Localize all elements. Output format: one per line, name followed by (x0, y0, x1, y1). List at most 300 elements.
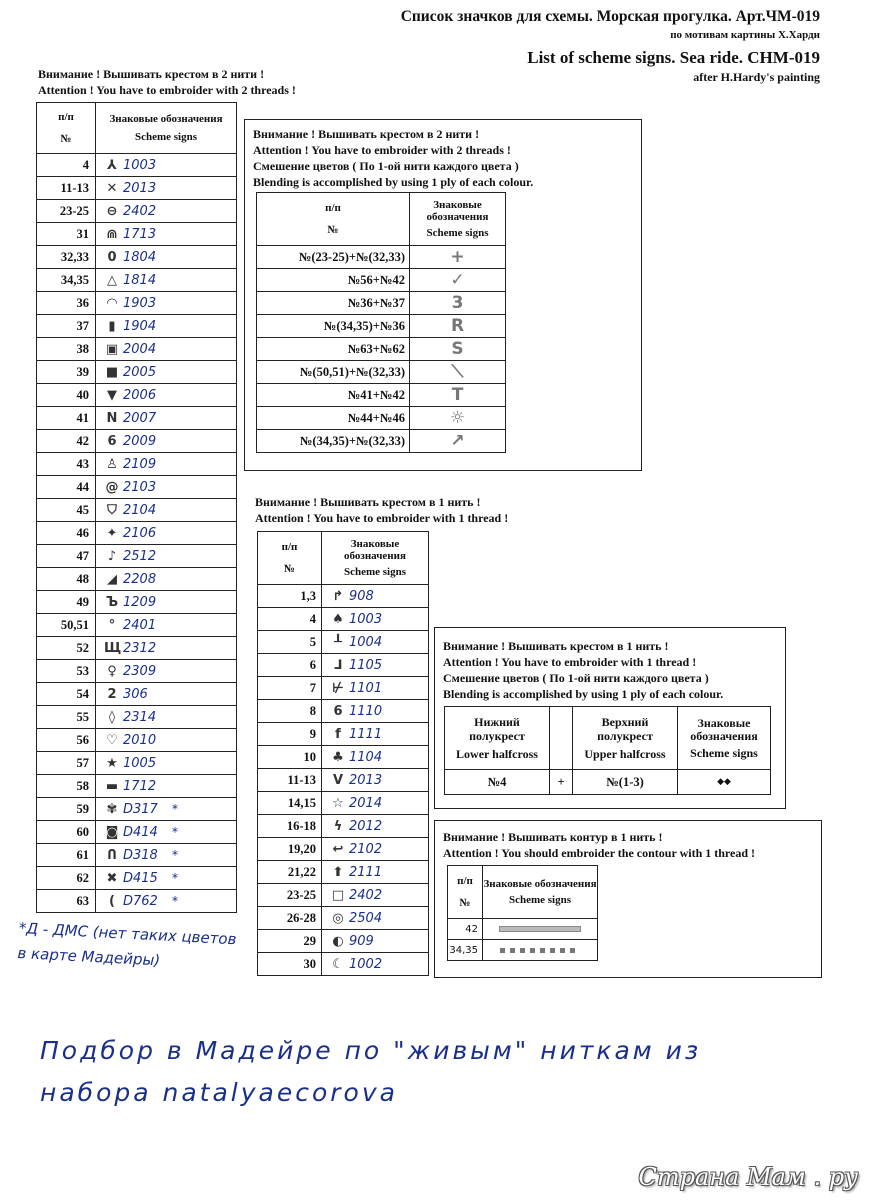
row-sign (410, 361, 506, 384)
row-number: 11-13 (258, 769, 322, 792)
contour-line1: Внимание ! Вышивать контур в 1 нить ! (443, 830, 663, 844)
blend1-line1: Внимание ! Вышивать крестом в 1 нить ! (443, 639, 669, 653)
thread-code: 2004 (123, 341, 157, 357)
scheme-sign-icon: @ (105, 479, 119, 495)
row-number: 63 (37, 890, 96, 913)
blend2-line2: Attention ! You have to embroider with 2 threads ! (253, 143, 511, 157)
table-row (257, 338, 506, 361)
scheme-sign-icon: 3 (451, 293, 464, 313)
table-row (258, 723, 429, 746)
row-sign (322, 700, 429, 723)
row-sign (322, 654, 429, 677)
thread-code: 2102 (349, 841, 383, 857)
table-row (37, 154, 237, 177)
table-row (37, 660, 237, 683)
scheme-sign-icon: ◠ (107, 295, 117, 311)
row-sign (96, 798, 237, 821)
blend2-line1: Внимание ! Вышивать крестом в 2 нити ! (253, 127, 480, 141)
row-sign (96, 476, 237, 499)
table-row (258, 769, 429, 792)
scheme-sign-icon: △ (107, 272, 117, 288)
table-row (37, 867, 237, 890)
lower-halfcross-header: Нижний полукрест Lower halfcross (445, 707, 550, 770)
blend-combination: №56+№42 (257, 269, 410, 292)
row-number: 57 (37, 752, 96, 775)
one-thread-en: Attention ! You have to embroider with 1 thread ! (255, 511, 509, 525)
thread-code: 2005 (123, 364, 157, 380)
row-number: 54 (37, 683, 96, 706)
row-sign (96, 614, 237, 637)
row-number: 55 (37, 706, 96, 729)
row-sign (322, 861, 429, 884)
thread-code: 1003 (349, 611, 383, 627)
row-sign (96, 890, 237, 913)
row-number: 59 (37, 798, 96, 821)
thread-code: 2309 (123, 663, 157, 679)
scheme-sign-icon: Ъ (105, 594, 119, 610)
thread-code: 2012 (349, 818, 383, 834)
thread-code: 1101 (349, 680, 383, 696)
one-thread-number-header: п/п № (258, 532, 322, 585)
table-row (37, 315, 237, 338)
blend-combination: №(23-25)+№(32,33) (257, 246, 410, 269)
table-row (37, 223, 237, 246)
table-row (37, 775, 237, 798)
blend-combination: №(34,35)+№36 (257, 315, 410, 338)
row-sign (96, 361, 237, 384)
upper-halfcross-header: Верхний полукрест Upper halfcross (573, 707, 678, 770)
contour-row-number: 42 (448, 919, 483, 940)
asterisk-mark: * (171, 870, 179, 886)
table-row (257, 315, 506, 338)
table-row (258, 930, 429, 953)
row-sign (322, 953, 429, 976)
scheme-sign-icon: ✕ (106, 180, 118, 196)
plus-sign: + (550, 770, 573, 795)
row-sign (96, 545, 237, 568)
thread-code: 1713 (123, 226, 157, 242)
row-number: 23-25 (258, 884, 322, 907)
row-sign (410, 315, 506, 338)
table-row (37, 568, 237, 591)
thread-code: 1111 (349, 726, 383, 742)
row-number: 37 (37, 315, 96, 338)
table-row (37, 798, 237, 821)
thread-code: D414 (123, 824, 158, 840)
row-number: 56 (37, 729, 96, 752)
blend2-line4: Blending is accomplished by using 1 ply of each colour. (253, 175, 534, 189)
table-row (258, 815, 429, 838)
scheme-sign-icon: ⅄ (107, 157, 117, 173)
scheme-sign-icon: 2 (107, 686, 117, 702)
row-number: 5 (258, 631, 322, 654)
row-number: 52 (37, 637, 96, 660)
scheme-sign-icon: f (335, 726, 341, 742)
blend1-table (444, 706, 771, 795)
row-number: 1,3 (258, 585, 322, 608)
row-number: 23-25 (37, 200, 96, 223)
thread-code: 2007 (123, 410, 157, 426)
row-number: 45 (37, 499, 96, 522)
table-row (37, 522, 237, 545)
row-number: 19,20 (258, 838, 322, 861)
thread-code: 908 (349, 588, 374, 604)
main-warning (38, 66, 296, 98)
table-row (37, 246, 237, 269)
thread-code: 1005 (123, 755, 157, 771)
row-sign (96, 200, 237, 223)
row-sign (96, 269, 237, 292)
title-ru: Список значков для схемы. Морская прогулка. Арт.ЧМ-019 (400, 8, 820, 25)
scheme-sign-icon: ✦ (106, 525, 118, 541)
col-signs-header: Знаковые обозначения Scheme signs (96, 103, 237, 154)
row-number: 4 (258, 608, 322, 631)
thread-code: D415 (123, 870, 158, 886)
scheme-sign-icon: ☾ (332, 956, 344, 972)
lower-halfcross-value: №4 (445, 770, 550, 795)
table-row (258, 746, 429, 769)
thread-code: 1804 (123, 249, 157, 265)
thread-code: 2208 (123, 571, 157, 587)
one-thread-ru: Внимание ! Вышивать крестом в 1 нить ! (255, 495, 481, 509)
row-number: 46 (37, 522, 96, 545)
contour-box (434, 820, 822, 978)
row-number: 47 (37, 545, 96, 568)
scheme-sign-icon: ◙ (105, 824, 119, 840)
scheme-sign-icon: 6 (333, 703, 343, 719)
contour-row-number: 34,35 (448, 940, 483, 961)
row-sign (322, 769, 429, 792)
table-row (257, 269, 506, 292)
blend1-signs-header: Знаковые обозначения Scheme signs (678, 707, 771, 770)
thread-code: 909 (349, 933, 374, 949)
scheme-sign-icon: R (450, 316, 465, 336)
row-sign (96, 706, 237, 729)
scheme-sign-icon: ✾ (106, 801, 118, 817)
row-sign (322, 746, 429, 769)
blend1-line2: Attention ! You have to embroider with 1 thread ! (443, 655, 697, 669)
row-sign (322, 723, 429, 746)
table-row (258, 700, 429, 723)
row-number: 62 (37, 867, 96, 890)
blend2-number-header: п/п № (257, 193, 410, 246)
row-number: 39 (37, 361, 96, 384)
row-number: 21,22 (258, 861, 322, 884)
table-row (258, 907, 429, 930)
row-number: 34,35 (37, 269, 96, 292)
row-sign (96, 729, 237, 752)
scheme-sign-icon: 6 (107, 433, 117, 449)
blend-combination: №36+№37 (257, 292, 410, 315)
scheme-sign-icon: ↩ (332, 841, 344, 857)
blend2-table (256, 192, 506, 453)
scheme-sign-icon: ◎ (332, 910, 344, 926)
thread-code: 2314 (123, 709, 157, 725)
table-row (258, 631, 429, 654)
row-sign (96, 384, 237, 407)
asterisk-mark: * (171, 801, 179, 817)
scheme-sign-icon: ▮ (108, 318, 116, 334)
scheme-sign-icon: ⅃ (333, 657, 343, 673)
thread-code: 2006 (123, 387, 157, 403)
table-row (37, 752, 237, 775)
row-sign (96, 407, 237, 430)
row-sign (96, 338, 237, 361)
scheme-sign-icon: S (451, 339, 464, 359)
main-warning-ru: Внимание ! Вышивать крестом в 2 нити ! (38, 67, 265, 81)
row-sign (96, 660, 237, 683)
row-number: 7 (258, 677, 322, 700)
subtitle-ru: по мотивам картины Х.Харди (670, 29, 820, 41)
handwritten-note-selection: Подбор в Мадейре по "живым" ниткам из набора natalyaecorova (40, 1036, 702, 1107)
main-sign-table (36, 102, 237, 913)
row-number: 10 (258, 746, 322, 769)
asterisk-mark: * (171, 824, 179, 840)
table-row (37, 338, 237, 361)
row-number: 41 (37, 407, 96, 430)
thread-code: 2402 (349, 887, 383, 903)
row-number: 36 (37, 292, 96, 315)
thread-code: 2013 (123, 180, 157, 196)
scheme-sign-icon: ▬ (105, 778, 119, 794)
row-sign (96, 844, 237, 867)
thread-code: 1209 (123, 594, 157, 610)
scheme-sign-icon: ▼ (107, 387, 117, 403)
table-row (258, 585, 429, 608)
thread-code: 306 (123, 686, 148, 702)
thread-code: 2402 (123, 203, 157, 219)
contour-number-header: п/п № (448, 866, 483, 919)
row-sign (96, 683, 237, 706)
asterisk-mark: * (171, 847, 179, 863)
scheme-sign-icon: ♠ (332, 611, 344, 627)
thread-code: 1903 (123, 295, 157, 311)
table-row (37, 292, 237, 315)
blend-combination: №44+№46 (257, 407, 410, 430)
table-row (37, 890, 237, 913)
row-sign (322, 884, 429, 907)
table-row (37, 476, 237, 499)
scheme-sign-icon: ↱ (332, 588, 344, 604)
row-number: 43 (37, 453, 96, 476)
table-row (257, 430, 506, 453)
scheme-sign-icon: ⛉ (107, 502, 117, 518)
table-row (37, 361, 237, 384)
row-sign (410, 269, 506, 292)
blend-one-thread-box (434, 627, 786, 809)
scheme-sign-icon: ■ (105, 364, 119, 380)
scheme-sign-icon: ♀ (107, 663, 117, 679)
row-sign (96, 315, 237, 338)
row-sign (96, 292, 237, 315)
scheme-sign-icon: ┸ (334, 634, 342, 650)
row-number: 26-28 (258, 907, 322, 930)
thread-code: 1004 (349, 634, 383, 650)
row-sign (96, 522, 237, 545)
scheme-sign-icon: ◢ (107, 571, 117, 587)
row-sign (96, 177, 237, 200)
dashed-line-icon (500, 948, 580, 953)
table-row (37, 614, 237, 637)
row-number: 50,51 (37, 614, 96, 637)
blend2-line3: Смешение цветов ( По 1-ой нити каждого цвета ) (253, 159, 519, 173)
blend-two-thread-box (244, 119, 642, 471)
scheme-sign-icon: Ո (107, 847, 117, 863)
table-row (257, 246, 506, 269)
thread-code: 2103 (123, 479, 157, 495)
thread-code: D762 (123, 893, 158, 909)
table-row (37, 637, 237, 660)
table-row (37, 729, 237, 752)
row-sign (96, 821, 237, 844)
table-row (258, 654, 429, 677)
scheme-sign-icon: ϟ (333, 818, 343, 834)
scheme-sign-icon: N (106, 410, 118, 426)
row-sign (322, 907, 429, 930)
upper-halfcross-value: №(1-3) (573, 770, 678, 795)
row-sign (410, 407, 506, 430)
scheme-sign-icon: T (451, 385, 464, 405)
row-sign (322, 677, 429, 700)
row-sign (96, 154, 237, 177)
contour-signs-header: Знаковые обозначения Scheme signs (483, 866, 598, 919)
row-sign (96, 867, 237, 890)
row-sign (96, 223, 237, 246)
row-number: 44 (37, 476, 96, 499)
row-number: 32,33 (37, 246, 96, 269)
thread-code: 2104 (123, 502, 157, 518)
row-sign (96, 568, 237, 591)
table-row (37, 384, 237, 407)
table-row (258, 677, 429, 700)
scheme-sign-icon: ✓ (450, 270, 465, 290)
thread-code: 1814 (123, 272, 157, 288)
table-row (37, 200, 237, 223)
row-number: 16-18 (258, 815, 322, 838)
row-number: 49 (37, 591, 96, 614)
row-sign (410, 384, 506, 407)
one-thread-signs-header: Знаковые обозначения Scheme signs (322, 532, 429, 585)
row-sign (96, 430, 237, 453)
thread-code: 2013 (349, 772, 383, 788)
row-number: 58 (37, 775, 96, 798)
row-sign (96, 246, 237, 269)
row-number: 61 (37, 844, 96, 867)
scheme-sign-icon: ☼ (449, 408, 466, 428)
table-row (37, 683, 237, 706)
table-row (257, 407, 506, 430)
subtitle-en: after H.Hardy's painting (693, 70, 820, 84)
thread-code: 2009 (123, 433, 157, 449)
table-row (37, 453, 237, 476)
row-sign (410, 430, 506, 453)
thread-code: 2106 (123, 525, 157, 541)
contour-dashed-sign (483, 940, 598, 961)
contour-table (447, 865, 598, 961)
table-row (37, 821, 237, 844)
title-en: List of scheme signs. Sea ride. CHM-019 (527, 48, 820, 67)
thread-code: 2014 (349, 795, 383, 811)
blend-combination: №63+№62 (257, 338, 410, 361)
thread-code: 1110 (349, 703, 383, 719)
table-row (37, 706, 237, 729)
scheme-sign-icon: ⟍ (451, 362, 464, 382)
row-number: 31 (37, 223, 96, 246)
table-row (37, 591, 237, 614)
row-sign (322, 631, 429, 654)
row-sign (322, 815, 429, 838)
table-row (258, 608, 429, 631)
table-row (257, 361, 506, 384)
scheme-sign-icon: ♣ (332, 749, 344, 765)
row-number: 60 (37, 821, 96, 844)
main-warning-en: Attention ! You have to embroider with 2 threads ! (38, 83, 296, 97)
thread-code: D317 (123, 801, 158, 817)
row-sign (410, 338, 506, 361)
table-row (37, 430, 237, 453)
row-sign (322, 930, 429, 953)
asterisk-mark: * (171, 893, 179, 909)
thread-code: 1003 (123, 157, 157, 173)
thread-code: 2111 (349, 864, 383, 880)
table-row (37, 545, 237, 568)
scheme-sign-icon: Щ (104, 640, 122, 656)
thread-code: 2512 (123, 548, 157, 564)
row-number: 38 (37, 338, 96, 361)
scheme-sign-icon: ( (109, 893, 115, 909)
row-sign (322, 585, 429, 608)
blend2-signs-header: Знаковые обозначения Scheme signs (410, 193, 506, 246)
thread-code: 2109 (123, 456, 157, 472)
scheme-sign-icon: + (450, 247, 465, 267)
table-row (37, 407, 237, 430)
scheme-sign-icon: 0 (107, 249, 117, 265)
scheme-sign-icon: ▣ (105, 341, 119, 357)
row-sign (96, 775, 237, 798)
table-row (258, 861, 429, 884)
scheme-sign-icon: ✖ (106, 870, 118, 886)
scheme-sign-icon: ♪ (107, 548, 117, 564)
table-row (258, 792, 429, 815)
scheme-sign-icon: ◐ (332, 933, 344, 949)
row-sign (322, 608, 429, 631)
row-number: 30 (258, 953, 322, 976)
row-number: 8 (258, 700, 322, 723)
one-thread-table (257, 531, 429, 976)
row-sign (410, 292, 506, 315)
table-row (258, 838, 429, 861)
row-sign (410, 246, 506, 269)
scheme-sign-icon: ⊖ (106, 203, 118, 219)
table-row (37, 844, 237, 867)
row-number: 14,15 (258, 792, 322, 815)
table-row (37, 499, 237, 522)
row-sign (96, 591, 237, 614)
scheme-sign-icon: ♙ (106, 456, 118, 472)
thread-code: 2312 (123, 640, 157, 656)
table-row (257, 384, 506, 407)
table-row (37, 269, 237, 292)
scheme-sign-icon: ☆ (332, 795, 344, 811)
blend-combination: №(34,35)+№(32,33) (257, 430, 410, 453)
scheme-sign-icon: ⋒ (106, 226, 118, 242)
row-sign (322, 838, 429, 861)
table-row (258, 884, 429, 907)
thread-code: 1105 (349, 657, 383, 673)
row-sign (96, 499, 237, 522)
one-thread-warning (255, 494, 508, 526)
blend-combination: №41+№42 (257, 384, 410, 407)
